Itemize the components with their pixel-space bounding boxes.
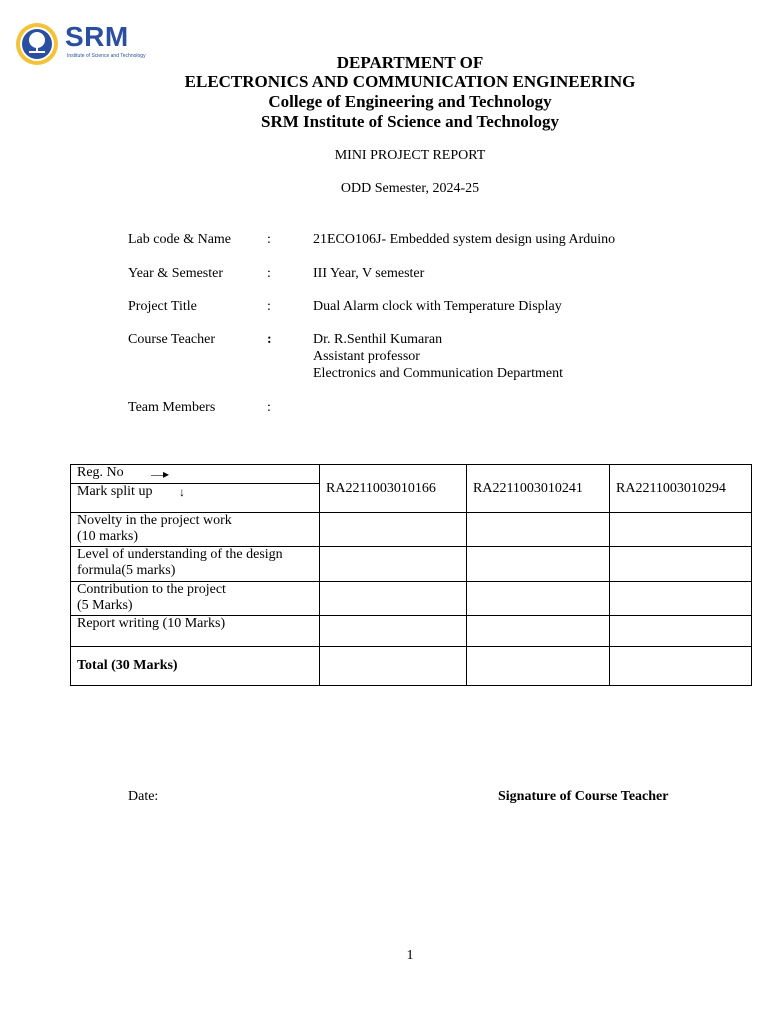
- roll-number-2: RA2211003010241: [467, 465, 610, 513]
- report-type: MINI PROJECT REPORT: [334, 148, 486, 163]
- roll-number-3: RA2211003010294: [610, 465, 752, 513]
- marks-table: [70, 464, 752, 686]
- department-heading: DEPARTMENT OF: [336, 53, 484, 72]
- lab-value: 21ECO106J- Embedded system design using Arduino: [313, 232, 616, 247]
- mark-cell[interactable]: [610, 513, 752, 547]
- department-name: ELECTRONICS AND COMMUNICATION ENGINEERING: [184, 72, 636, 91]
- mark-split-label: Mark split up: [77, 484, 153, 499]
- signature-label: Signature of Course Teacher: [498, 789, 669, 804]
- table-row: [71, 547, 752, 582]
- table-row: [71, 582, 752, 616]
- mark-split-row: [71, 484, 319, 512]
- lab-colon: :: [267, 232, 271, 247]
- criteria-understanding: [71, 547, 320, 582]
- criteria-line: formula(5 marks): [77, 563, 176, 578]
- roll-number-1: RA2211003010166: [320, 465, 467, 513]
- arrow-right-icon: —▸: [151, 467, 170, 481]
- table-total-row: [71, 647, 752, 686]
- criteria-novelty: [71, 513, 320, 547]
- criteria-line: Level of understanding of the design: [77, 547, 283, 562]
- reg-no-label: Reg. No: [77, 465, 124, 480]
- criteria-line: Report writing (10 Marks): [77, 616, 226, 631]
- year-value: III Year, V semester: [313, 266, 425, 281]
- mark-cell[interactable]: [320, 513, 467, 547]
- mark-cell[interactable]: [467, 616, 610, 647]
- criteria-line: (10 marks): [77, 529, 139, 544]
- page-number: 1: [406, 948, 414, 963]
- teacher-name: Dr. R.Senthil Kumaran: [313, 332, 443, 347]
- teacher-department: Electronics and Communication Department: [313, 366, 563, 381]
- title-colon: :: [267, 299, 271, 314]
- mark-cell[interactable]: [467, 547, 610, 582]
- date-label: Date:: [128, 789, 159, 804]
- mark-cell[interactable]: [610, 616, 752, 647]
- arrow-down-icon: ↓: [179, 485, 185, 499]
- mark-cell[interactable]: [610, 547, 752, 582]
- title-value: Dual Alarm clock with Temperature Display: [313, 299, 562, 314]
- mark-cell[interactable]: [467, 513, 610, 547]
- mark-cell[interactable]: [610, 582, 752, 616]
- teacher-colon: :: [267, 332, 272, 347]
- teacher-designation: Assistant professor: [313, 349, 420, 364]
- mark-cell[interactable]: [320, 582, 467, 616]
- total-cell[interactable]: [467, 647, 610, 686]
- college-name: College of Engineering and Technology: [268, 92, 552, 111]
- criteria-line: (5 Marks): [77, 598, 133, 613]
- year-colon: :: [267, 266, 271, 281]
- mark-cell[interactable]: [467, 582, 610, 616]
- total-cell[interactable]: [320, 647, 467, 686]
- total-cell[interactable]: [610, 647, 752, 686]
- team-label: Team Members: [128, 400, 216, 415]
- mark-cell[interactable]: [320, 616, 467, 647]
- logo-name: SRM: [65, 21, 129, 52]
- lab-label: Lab code & Name: [128, 232, 232, 247]
- logo-subtitle: Institute of Science and Technology: [67, 53, 146, 59]
- mark-cell[interactable]: [320, 547, 467, 582]
- criteria-line: Contribution to the project: [77, 582, 226, 597]
- criteria-line: Novelty in the project work: [77, 513, 232, 528]
- team-colon: :: [267, 400, 271, 415]
- criteria-report-writing: [71, 616, 320, 647]
- semester: ODD Semester, 2024-25: [340, 181, 480, 196]
- year-label: Year & Semester: [128, 266, 224, 281]
- title-label: Project Title: [128, 299, 197, 314]
- reg-no-row: [71, 465, 319, 484]
- table-header-row: [71, 465, 752, 513]
- institute-name: SRM Institute of Science and Technology: [261, 112, 559, 131]
- reg-mark-cell: [71, 465, 320, 513]
- total-label: Total (30 Marks): [71, 647, 320, 686]
- teacher-label: Course Teacher: [128, 332, 216, 347]
- table-row: [71, 513, 752, 547]
- table-row: [71, 616, 752, 647]
- criteria-contribution: [71, 582, 320, 616]
